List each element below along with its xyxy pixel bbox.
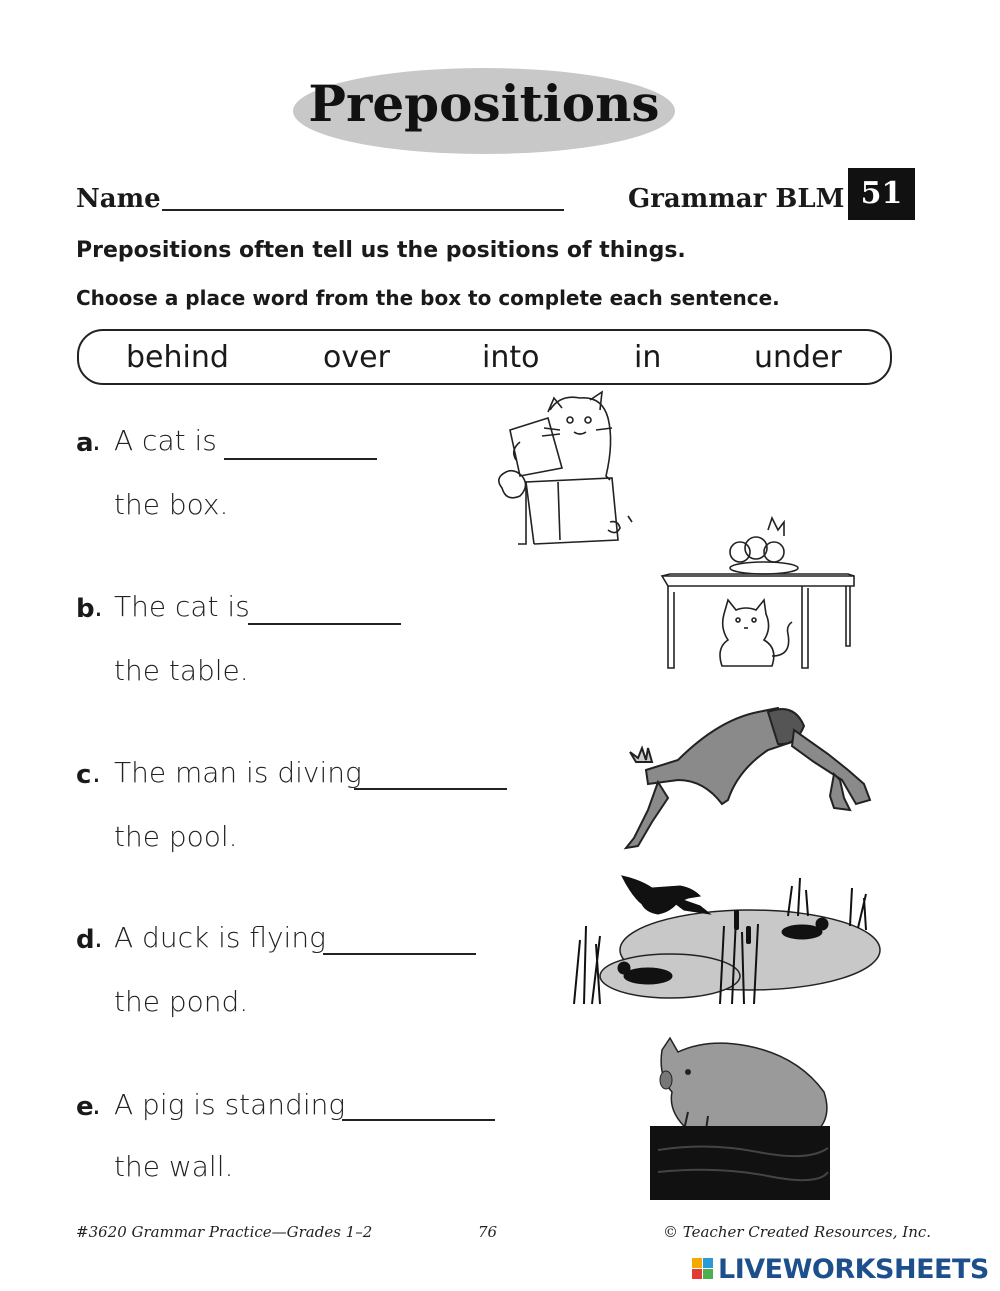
letter-dot: . (94, 590, 103, 623)
answer-blank-a[interactable] (224, 458, 377, 460)
man-diving-illustration (618, 700, 878, 860)
question-e-line2: the wall. (114, 1150, 234, 1183)
answer-blank-c[interactable] (354, 788, 507, 790)
question-letter-c: c (76, 760, 92, 790)
brand-name: LIVEWORKSHEETS (718, 1254, 989, 1285)
question-a-line2: the box. (114, 488, 229, 521)
page-title: Prepositions (308, 74, 660, 133)
letter-dot: . (92, 756, 101, 789)
question-letter-e: e (76, 1092, 94, 1122)
question-letter-b: b (76, 594, 95, 624)
answer-blank-b[interactable] (248, 623, 401, 625)
intro-text: Prepositions often tell us the positions of things. (76, 238, 686, 263)
word-bank-item: under (754, 340, 842, 375)
question-c-line2: the pool. (114, 820, 238, 853)
footer-title: #3620 Grammar Practice—Grades 1–2 (76, 1223, 373, 1241)
question-a-line1: A cat is (114, 424, 217, 457)
answer-blank-d[interactable] (323, 953, 476, 955)
pig-behind-wall-illustration (648, 1032, 838, 1202)
question-letter-a: a (76, 428, 94, 458)
blm-label: Grammar BLM (628, 184, 845, 214)
letter-dot: . (92, 1088, 101, 1121)
footer-copyright: © Teacher Created Resources, Inc. (663, 1223, 932, 1241)
name-line (162, 209, 564, 211)
word-bank-item: over (323, 340, 390, 375)
question-d-line2: the pond. (114, 985, 249, 1018)
question-b-line2: the table. (114, 654, 249, 687)
instructions-text: Choose a place word from the box to complete each sentence. (76, 286, 780, 310)
letter-dot: . (94, 921, 103, 954)
letter-dot: . (92, 424, 101, 457)
question-b-line1: The cat is (114, 590, 250, 623)
question-letter-d: d (76, 925, 95, 955)
word-bank-item: in (634, 340, 662, 375)
cat-under-table-illustration (660, 516, 860, 676)
liveworksheets-logo-icon (692, 1258, 714, 1282)
cat-behind-box-illustration (490, 390, 645, 550)
answer-blank-e[interactable] (342, 1119, 495, 1121)
question-d-line1: A duck is flying (114, 921, 326, 954)
page-number: 76 (478, 1223, 498, 1241)
word-bank-item: behind (126, 340, 229, 375)
name-label: Name (76, 184, 161, 214)
question-e-line1: A pig is standing (114, 1088, 346, 1121)
blm-number-badge: 51 (848, 168, 915, 220)
word-bank-item: into (482, 340, 540, 375)
question-c-line1: The man is diving (114, 756, 362, 789)
duck-over-pond-illustration (560, 866, 885, 1006)
